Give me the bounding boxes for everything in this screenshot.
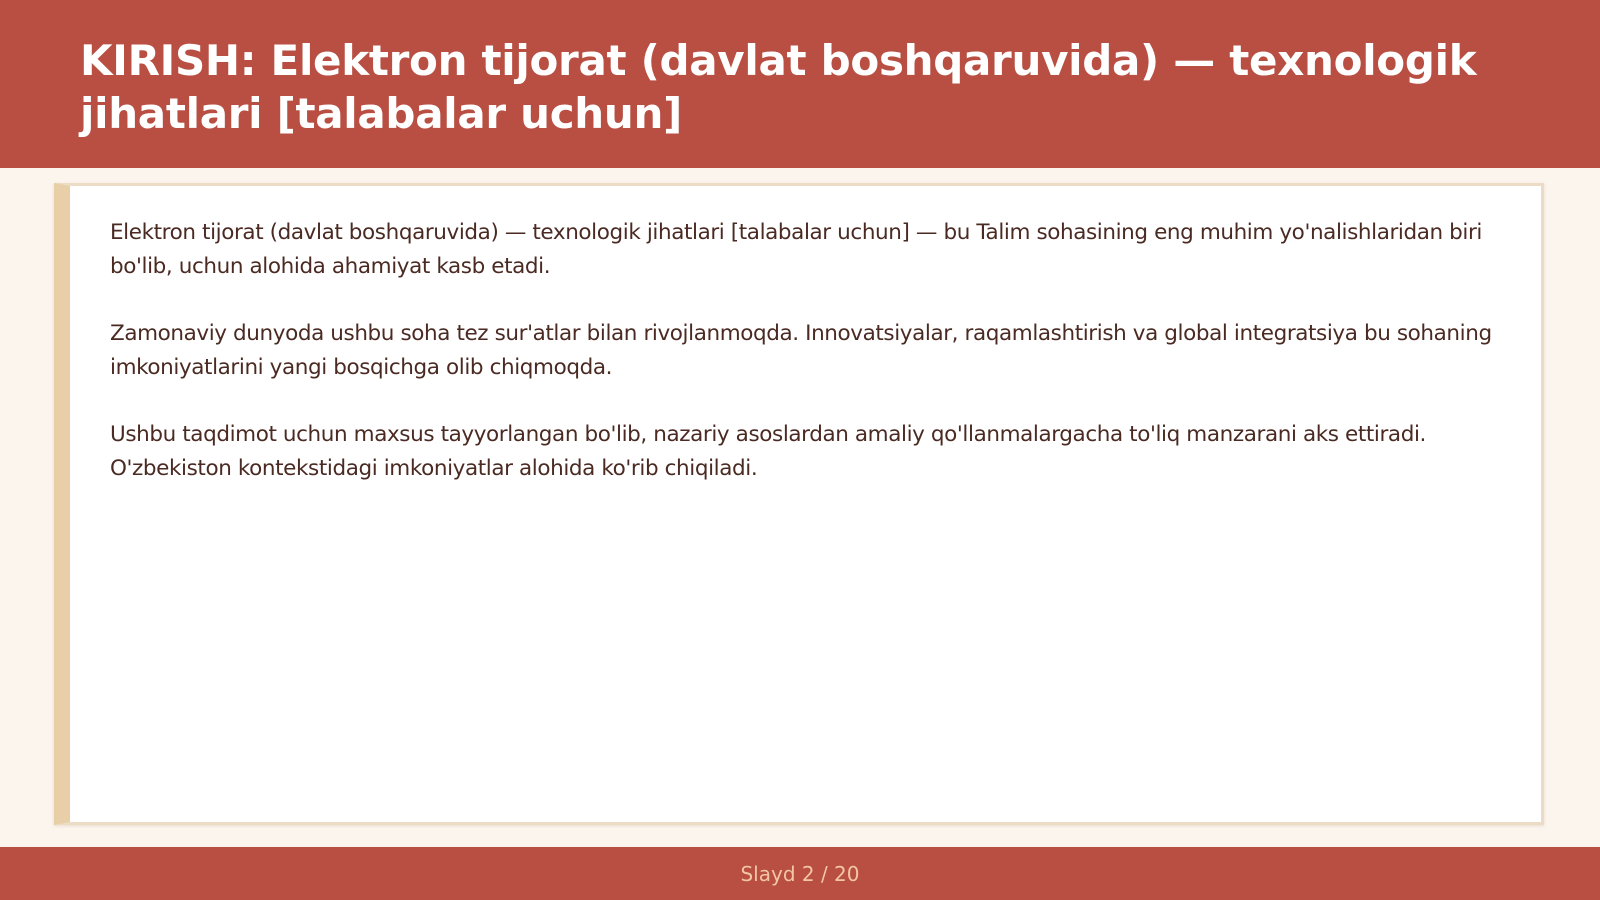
slide-number: Slayd 2 / 20 bbox=[740, 861, 860, 886]
slide-footer bbox=[0, 847, 1600, 900]
content-paragraph-2: Zamonaviy dunyoda ushbu soha tez sur'atlar bilan rivojlanmoqda. Innovatsiyalar, raqamlashtirish va global integratsiya bu sohaning imkoniyatlarini yangi bosqichga olib chiqmoqda. bbox=[110, 321, 1492, 380]
slide-header bbox=[0, 0, 1600, 168]
content-paragraph-1: Elektron tijorat (davlat boshqaruvida) — texnologik jihatlari [talabalar uchun] — bu Talim sohasining eng muhim yo'nalishlaridan biri bo'lib, uchun alohida ahamiyat kasb etadi. bbox=[110, 220, 1483, 279]
content-paragraph-3: Ushbu taqdimot uchun maxsus tayyorlangan bo'lib, nazariy asoslardan amaliy qo'llanmalargacha to'liq manzarani aks ettiradi. O'zbekiston kontekstidagi imkoniyatlar alohida ko'rib chiqiladi. bbox=[110, 422, 1426, 481]
slide-title: KIRISH: Elektron tijorat (davlat boshqaruvida) — texnologik jihatlari [talabalar uchun] bbox=[80, 36, 1477, 138]
content-card bbox=[54, 183, 1544, 825]
